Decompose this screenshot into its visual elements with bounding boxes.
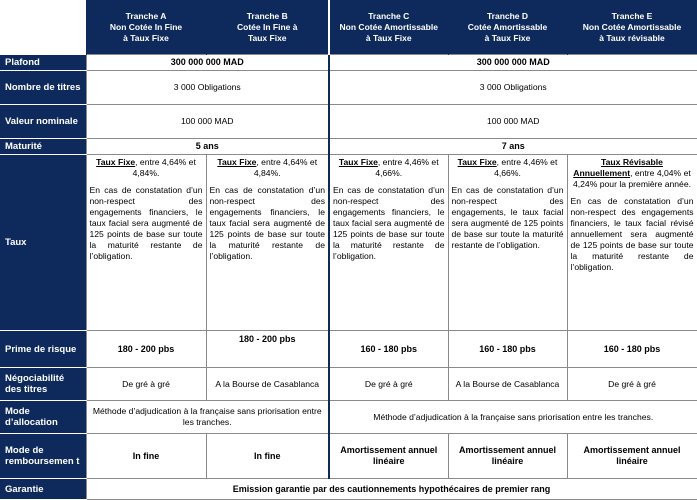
tranche-a-desc-1: Non Cotée In Fine: [109, 21, 183, 32]
row-garantie: [0, 479, 697, 500]
taux-c-range: , entre 4,46% et 4,66%.: [375, 157, 439, 178]
row-maturite: [0, 139, 697, 155]
row-label-taux: Taux: [0, 155, 86, 331]
row-negociabilite: [0, 368, 697, 401]
taux-d-type: Taux Fixe: [457, 157, 497, 167]
header-row: [0, 0, 697, 55]
tranche-e-desc-2: à Taux révisable: [599, 32, 665, 43]
row-plafond: [0, 55, 697, 71]
row-label-mode-allocation: Mode d’allocation: [0, 401, 86, 434]
tranche-b-desc-1: Cotée In Fine à: [237, 21, 298, 32]
valeur-nominale-value-cde: 100 000 MAD: [329, 105, 697, 139]
taux-a-clause: En cas de constatation d’un non-respect des engagements financiers, le taux facial sera augmenté de 125 points de base sur toute la maturité restante de l’obligation.: [89, 185, 203, 261]
remb-tranche-b: In fine: [206, 434, 329, 479]
taux-tranche-a: [86, 155, 206, 331]
tranche-a-name: Tranche A: [125, 10, 167, 21]
taux-d-range: , entre 4,46% et 4,66%.: [494, 157, 558, 178]
prime-tranche-c: 160 - 180 pbs: [329, 331, 448, 368]
header-tranche-c: [329, 0, 448, 55]
row-prime-risque: [0, 331, 697, 368]
tranche-e-name: Tranche E: [611, 10, 653, 21]
prime-tranche-a: 180 - 200 pbs: [86, 331, 206, 368]
row-label-prime-risque: Prime de risque: [0, 331, 86, 368]
row-label-mode-remboursement: Mode de remboursemen t: [0, 434, 86, 479]
row-mode-allocation: [0, 401, 697, 434]
remb-tranche-a: In fine: [86, 434, 206, 479]
row-label-nombre-titres: Nombre de titres: [0, 71, 86, 105]
allocation-value-ab: Méthode d’adjudication à la française sans priorisation entre les tranches.: [86, 401, 329, 434]
plafond-value-ab: 300 000 000 MAD: [86, 55, 329, 71]
row-label-garantie: Garantie: [0, 479, 86, 500]
row-mode-remboursement: [0, 434, 697, 479]
header-tranche-a: [86, 0, 206, 55]
tranche-d-name: Tranche D: [486, 10, 529, 21]
taux-c-type: Taux Fixe: [338, 157, 378, 167]
nego-tranche-c: De gré à gré: [329, 368, 448, 401]
prime-tranche-d: 160 - 180 pbs: [448, 331, 567, 368]
plafond-value-cde: 300 000 000 MAD: [329, 55, 697, 71]
valeur-nominale-value-ab: 100 000 MAD: [86, 105, 329, 139]
nombre-titres-value-cde: 3 000 Obligations: [329, 71, 697, 105]
nego-tranche-b: A la Bourse de Casablanca: [206, 368, 329, 401]
taux-e-type: Taux Révisable Annuellement: [573, 157, 663, 178]
garantie-value: Emission garantie par des cautionnements hypothécaires de premier rang: [86, 479, 697, 500]
row-label-valeur-nominale: Valeur nominale: [0, 105, 86, 139]
tranche-c-desc-1: Non Cotée Amortissable: [339, 21, 438, 32]
taux-c-clause: En cas de constatation d’un non-respect des engagements financiers, le taux facial sera augmenté de 125 points de base sur toute la maturité restante de l’obligation.: [333, 185, 445, 261]
taux-b-type: Taux Fixe: [217, 157, 257, 167]
row-label-negociabilite: Négociabilité des titres: [0, 368, 86, 401]
remb-tranche-e: Amortissement annuel linéaire: [567, 434, 697, 479]
tranche-c-name: Tranche C: [368, 10, 410, 21]
tranche-d-desc-1: Cotée Amortissable: [467, 21, 548, 32]
row-valeur-nominale: [0, 105, 697, 139]
taux-b-range: , entre 4,64% et 4,84%.: [253, 157, 318, 178]
nombre-titres-value-ab: 3 000 Obligations: [86, 71, 329, 105]
taux-a-range: , entre 4,64% et 4,84%.: [132, 157, 196, 178]
maturite-value-cde: 7 ans: [329, 139, 697, 155]
remb-tranche-d: Amortissement annuel linéaire: [448, 434, 567, 479]
row-label-plafond: Plafond: [0, 55, 86, 71]
allocation-value-cde: Méthode d’adjudication à la française sans priorisation entre les tranches.: [329, 401, 697, 434]
nego-tranche-d: A la Bourse de Casablanca: [448, 368, 567, 401]
taux-b-clause: En cas de constatation d’un non-respect des engagements financiers, le taux facial sera augmenté de 125 points de base sur toute la maturité restante de l’obligation.: [209, 185, 325, 261]
tranche-b-name: Tranche B: [246, 10, 288, 21]
header-tranche-b: [206, 0, 329, 55]
remb-tranche-c: Amortissement annuel linéaire: [329, 434, 448, 479]
tranche-a-desc-2: à Taux Fixe: [123, 32, 169, 43]
taux-e-range: , entre 4,04% et 4,24% pour la première année.: [572, 168, 691, 189]
taux-tranche-b: [206, 155, 329, 331]
tranche-c-desc-2: à Taux Fixe: [365, 32, 412, 43]
taux-a-head: [90, 157, 203, 179]
row-taux: [0, 155, 697, 331]
header-corner: [0, 0, 86, 55]
header-tranche-d: [448, 0, 567, 55]
taux-e-head: [571, 157, 694, 190]
taux-c-head: [333, 157, 445, 179]
prime-tranche-e: 160 - 180 pbs: [567, 331, 697, 368]
taux-e-clause: En cas de constatation d’un non-respect des engagements financiers, le taux facial révisé annuellement sera augmenté de 125 points de base sur toute la maturité restante de l’obligation.: [570, 196, 694, 272]
nego-tranche-e: De gré à gré: [567, 368, 697, 401]
nego-tranche-a: De gré à gré: [86, 368, 206, 401]
taux-tranche-c: [329, 155, 448, 331]
taux-b-head: [210, 157, 326, 179]
row-label-maturite: Maturité: [0, 139, 86, 155]
taux-a-type: Taux Fixe: [96, 157, 136, 167]
taux-d-head: [452, 157, 564, 179]
tranche-e-desc-1: Non Cotée Amortissable: [582, 21, 682, 32]
taux-tranche-d: [448, 155, 567, 331]
maturite-value-ab: 5 ans: [86, 139, 329, 155]
taux-tranche-e: [567, 155, 697, 331]
taux-d-clause: En cas de constatation d’un non-respect des engagements, le taux facial sera augmenté de 125 points de base sur toute la maturité restante de l’obligation.: [451, 185, 564, 250]
tranche-d-desc-2: à Taux Fixe: [484, 32, 531, 43]
header-tranche-e: [567, 0, 697, 55]
row-nombre-titres: [0, 71, 697, 105]
tranche-b-desc-2: Taux Fixe: [247, 32, 287, 43]
prime-tranche-b: 180 - 200 pbs: [206, 331, 329, 368]
